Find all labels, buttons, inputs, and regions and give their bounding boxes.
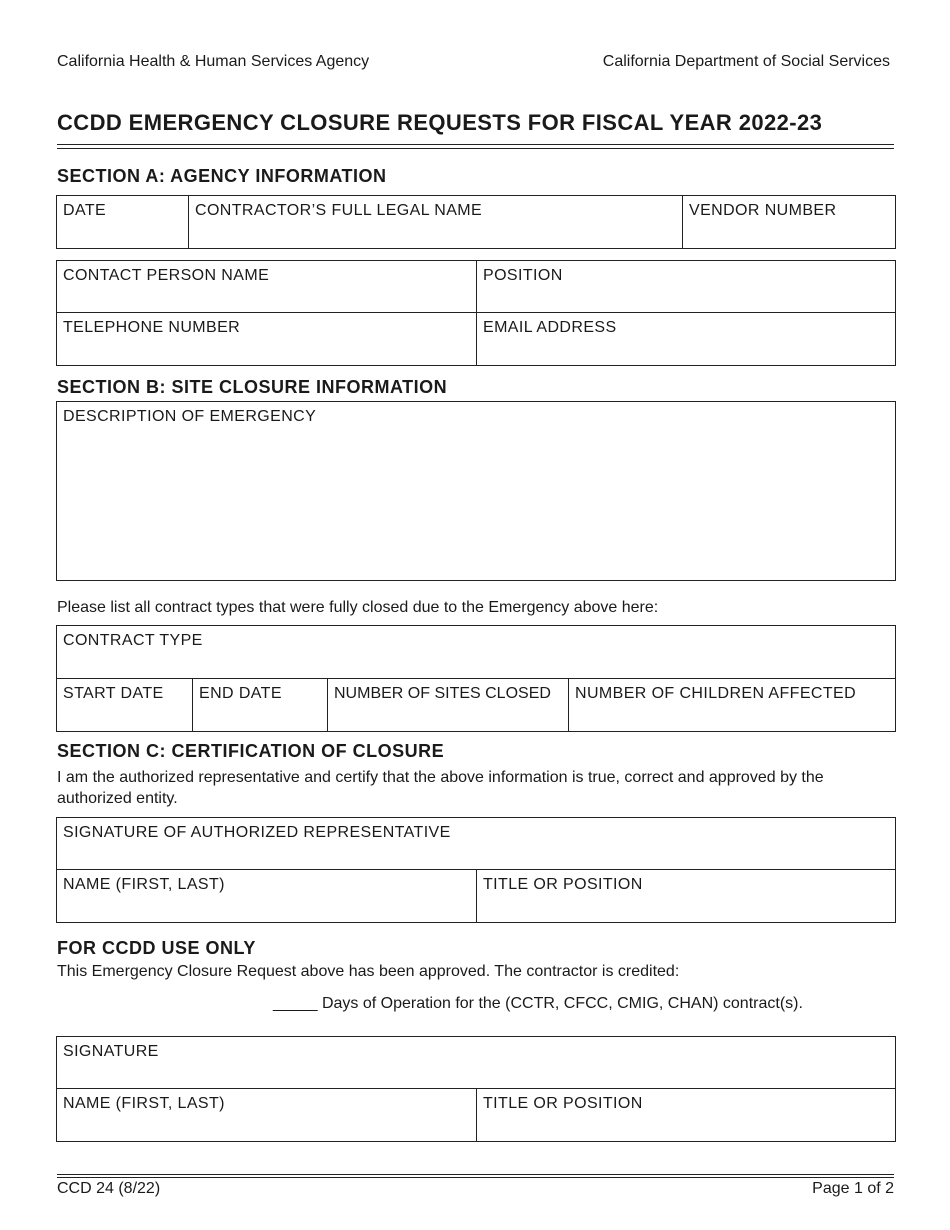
page-number: Page 1 of 2 xyxy=(812,1180,894,1197)
ccdd-title-label: TITLE OR POSITION xyxy=(483,1095,643,1112)
ccdd-title-field[interactable] xyxy=(476,1089,895,1141)
vendor-number-field[interactable] xyxy=(682,196,895,248)
contact-person-label: CONTACT PERSON NAME xyxy=(63,267,270,284)
representative-title-field[interactable] xyxy=(476,870,895,922)
position-label: POSITION xyxy=(483,267,563,284)
contract-types-instruction: Please list all contract types that were fully closed due to the Emergency above here: xyxy=(57,599,659,616)
title-rule-bottom xyxy=(57,148,894,149)
date-field[interactable] xyxy=(57,196,188,248)
agency-row-1 xyxy=(56,195,896,249)
section-b-heading: SECTION B: SITE CLOSURE INFORMATION xyxy=(57,377,448,397)
section-c-heading: SECTION C: CERTIFICATION OF CLOSURE xyxy=(57,741,445,761)
end-date-label: END DATE xyxy=(199,685,282,702)
ccdd-use-heading: FOR CCDD USE ONLY xyxy=(57,938,256,958)
footer-rule-top xyxy=(57,1174,894,1175)
representative-name-label: NAME (FIRST, LAST) xyxy=(63,876,225,893)
email-label: EMAIL ADDRESS xyxy=(483,319,617,336)
contract-type-field[interactable] xyxy=(57,626,895,678)
title-rule-top xyxy=(57,144,894,145)
ccdd-signature-field[interactable] xyxy=(57,1037,895,1089)
ccdd-name-field[interactable] xyxy=(57,1089,476,1141)
agency-name: California Health & Human Services Agency xyxy=(57,53,370,70)
position-field[interactable] xyxy=(476,261,895,313)
end-date-field[interactable] xyxy=(192,679,328,731)
telephone-label: TELEPHONE NUMBER xyxy=(63,319,241,336)
form-title: CCDD EMERGENCY CLOSURE REQUESTS FOR FISCAL YEAR 2022-23 xyxy=(57,110,823,135)
certification-statement: I am the authorized representative and certify that the above information is true, correct and approved by the authorized entity. xyxy=(57,769,824,807)
representative-name-field[interactable] xyxy=(57,870,476,922)
start-date-label: START DATE xyxy=(63,685,164,702)
emergency-description-label: DESCRIPTION OF EMERGENCY xyxy=(63,408,317,425)
representative-title-label: TITLE OR POSITION xyxy=(483,876,643,893)
children-affected-label: NUMBER OF CHILDREN AFFECTED xyxy=(575,685,857,702)
contractor-name-label: CONTRACTOR’S FULL LEGAL NAME xyxy=(195,202,483,219)
certification-table xyxy=(56,817,896,923)
sites-closed-label: NUMBER OF SITES CLOSED xyxy=(334,685,551,702)
contract-type-label: CONTRACT TYPE xyxy=(63,632,203,649)
sites-closed-field[interactable] xyxy=(327,679,569,731)
emergency-description-field[interactable] xyxy=(56,401,896,581)
vendor-number-label: VENDOR NUMBER xyxy=(689,202,837,219)
email-field[interactable] xyxy=(476,313,895,365)
contact-person-field[interactable] xyxy=(57,261,476,313)
children-affected-field[interactable] xyxy=(568,679,895,731)
footer-rule-bottom xyxy=(57,1177,894,1178)
contractor-name-field[interactable] xyxy=(188,196,682,248)
contact-table xyxy=(56,260,896,366)
section-a-heading: SECTION A: AGENCY INFORMATION xyxy=(57,166,387,186)
department-name: California Department of Social Services xyxy=(602,53,890,70)
start-date-field[interactable] xyxy=(57,679,192,731)
ccdd-approval-statement: This Emergency Closure Request above has been approved. The contractor is credited: xyxy=(57,963,680,980)
contract-table xyxy=(56,625,896,732)
days-of-operation-line[interactable]: _____ Days of Operation for the (CCTR, CFCC, CMIG, CHAN) contract(s). xyxy=(273,995,803,1012)
date-label: DATE xyxy=(63,202,107,219)
ccdd-name-label: NAME (FIRST, LAST) xyxy=(63,1095,225,1112)
ccdd-signature-label: SIGNATURE xyxy=(63,1043,159,1060)
form-identifier: CCD 24 (8/22) xyxy=(57,1180,161,1197)
representative-signature-field[interactable] xyxy=(57,818,895,870)
representative-signature-label: SIGNATURE OF AUTHORIZED REPRESENTATIVE xyxy=(63,824,451,841)
ccdd-signature-table xyxy=(56,1036,896,1142)
telephone-field[interactable] xyxy=(57,313,476,365)
